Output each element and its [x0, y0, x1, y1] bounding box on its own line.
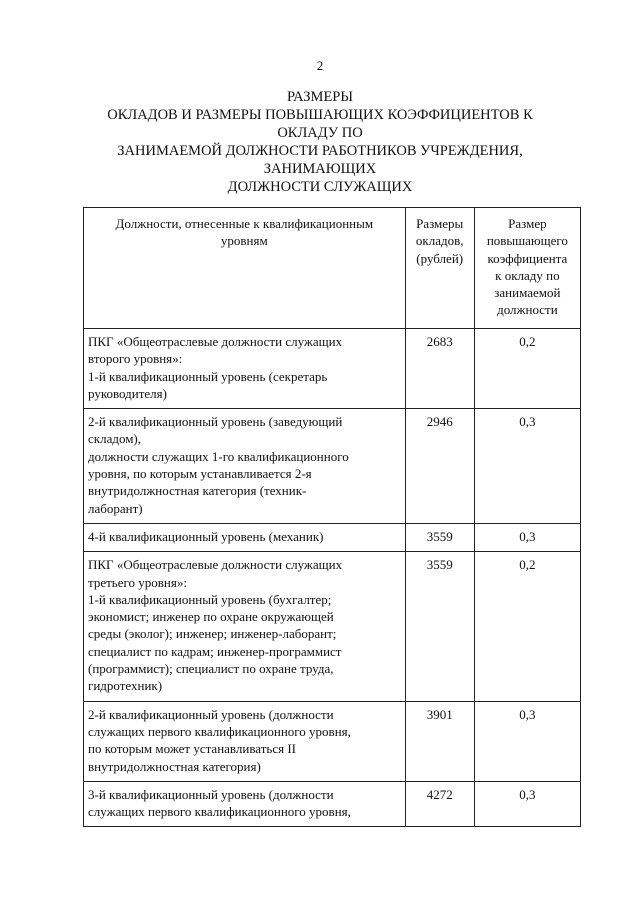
salary-cell: 4272	[405, 781, 474, 827]
title-line: ОКЛАДУ ПО	[277, 125, 363, 141]
position-line: 4-й квалификационный уровень (механик)	[88, 528, 324, 544]
table-row	[84, 701, 581, 781]
header-salary	[405, 208, 474, 329]
header-text: к окладу по	[495, 267, 560, 283]
position-line: 1-й квалификационный уровень (секретарь	[88, 368, 328, 384]
header-text: должности	[497, 302, 558, 318]
title-line: ДОЛЖНОСТИ СЛУЖАЩИХ	[227, 179, 413, 195]
title-line: ОКЛАДОВ И РАЗМЕРЫ ПОВЫШАЮЩИХ КОЭФФИЦИЕНТОВ К	[107, 107, 533, 123]
position-line: специалист по кадрам; инженер-программист	[88, 643, 342, 659]
header-text: коэффициента	[487, 250, 568, 266]
position-line: 2-й квалификационный уровень (должности	[88, 706, 334, 722]
position-cell	[84, 523, 406, 551]
salary-cell: 3901	[405, 701, 474, 781]
position-line: 1-й квалификационный уровень (бухгалтер;	[88, 591, 332, 607]
table-row	[84, 523, 581, 551]
position-line: среды (эколог); инженер; инженер-лаборант;	[88, 626, 337, 642]
coefficient-cell: 0,3	[474, 781, 580, 827]
position-line: внутридолжностная категория)	[88, 758, 261, 774]
header-text: окладов,	[415, 233, 464, 249]
header-text: Размер	[508, 216, 547, 231]
position-line: (программист); специалист по охране труда,	[88, 661, 334, 677]
header-text: Размеры	[416, 216, 464, 231]
position-line: уровня, по которым устанавливается 2-я	[88, 466, 312, 482]
coefficient-cell: 0,2	[474, 329, 580, 409]
salary-table	[83, 207, 581, 827]
position-line: экономист; инженер по охране окружающей	[88, 609, 334, 625]
table-row	[84, 329, 581, 409]
salary-cell: 2683	[405, 329, 474, 409]
header-text: уровням	[220, 233, 268, 249]
document-title	[80, 88, 560, 196]
position-cell	[84, 781, 406, 827]
table-header-row	[84, 208, 581, 329]
title-line: РАЗМЕРЫ	[286, 89, 354, 105]
title-line: ЗАНИМАЮЩИХ	[263, 161, 377, 177]
header-text: Должности, отнесенные к квалификационным	[115, 216, 374, 231]
position-line: третьего уровня»:	[88, 574, 187, 590]
position-line: должности служащих 1-го квалификационного	[88, 448, 349, 464]
title-line: ЗАНИМАЕМОЙ ДОЛЖНОСТИ РАБОТНИКОВ УЧРЕЖДЕНИЯ,	[117, 143, 523, 159]
position-line: внутридолжностная категория (техник-	[88, 483, 307, 499]
header-coefficient	[474, 208, 580, 329]
position-line: служащих первого квалификационного уровня,	[88, 723, 351, 739]
position-line: 3-й квалификационный уровень (должности	[88, 786, 334, 802]
coefficient-cell: 0,3	[474, 523, 580, 551]
salary-cell: 2946	[405, 409, 474, 524]
salary-cell: 3559	[405, 552, 474, 701]
position-line: лаборант)	[88, 500, 143, 516]
page-number: 2	[316, 58, 324, 73]
coefficient-cell: 0,3	[474, 701, 580, 781]
position-line: 2-й квалификационный уровень (заведующий	[88, 414, 343, 430]
position-line: второго уровня»:	[88, 351, 183, 367]
header-position	[84, 208, 406, 329]
position-cell	[84, 552, 406, 701]
position-line: руководителя)	[88, 385, 167, 401]
position-line: по которым может устанавливаться II	[88, 741, 297, 757]
coefficient-cell: 0,3	[474, 409, 580, 524]
salary-cell: 3559	[405, 523, 474, 551]
position-line: гидротехник)	[88, 678, 163, 694]
position-cell	[84, 701, 406, 781]
header-text: (рублей)	[416, 250, 464, 266]
position-line: служащих первого квалификационного уровня,	[88, 804, 351, 820]
table-row	[84, 409, 581, 524]
position-cell	[84, 409, 406, 524]
table-row	[84, 781, 581, 827]
coefficient-cell: 0,2	[474, 552, 580, 701]
table-row	[84, 552, 581, 701]
position-cell	[84, 329, 406, 409]
header-text: повышающего	[486, 233, 568, 249]
position-line: складом),	[88, 431, 142, 447]
position-line: ПКГ «Общеотраслевые должности служащих	[88, 557, 343, 573]
position-line: ПКГ «Общеотраслевые должности служащих	[88, 334, 343, 349]
header-text: занимаемой	[494, 285, 561, 301]
